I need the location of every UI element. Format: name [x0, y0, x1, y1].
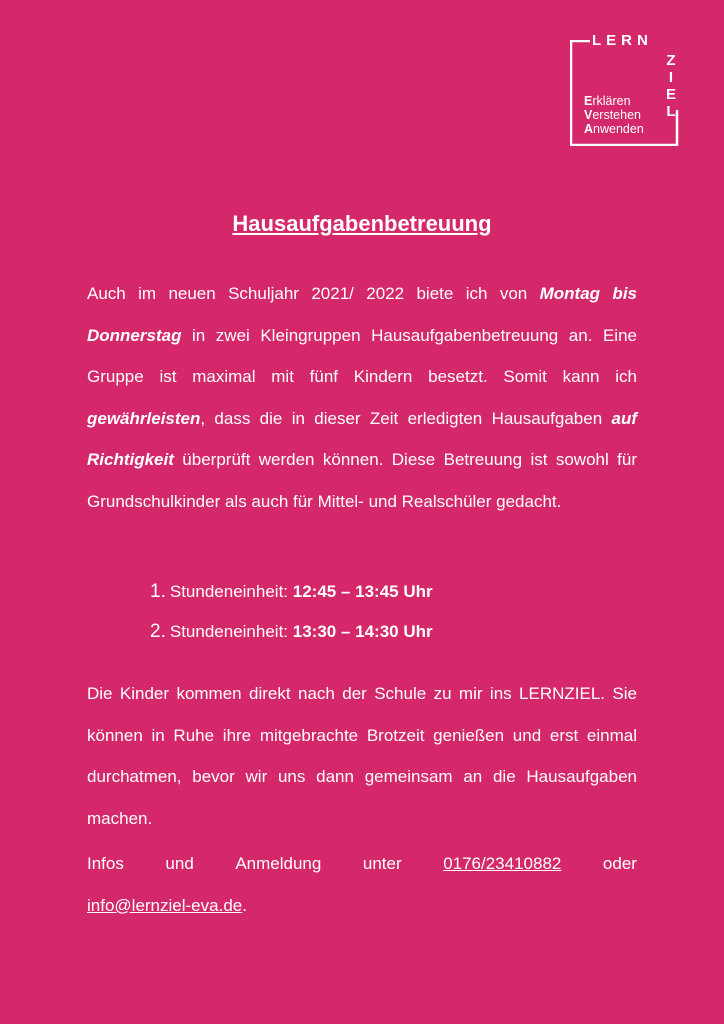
intro-paragraph: Auch im neuen Schuljahr 2021/ 2022 biete ich von Montag bis Donnerstag in zwei Kleingruppen Hausaufgabenbetreuung an. Eine Gruppe ist maximal mit fünf Kindern besetzt. Somit kann ich gewährleisten, dass die in dieser Zeit erledigten Hausaufgaben auf Richtigkeit überprüft werden können. Diese Betreuung ist sowohl für Grundschulkinder als auch für Mittel- und Realschüler gedacht.	[87, 284, 637, 511]
page-title: Hausaufgabenbetreuung	[232, 211, 492, 236]
arrival-paragraph: Die Kinder kommen direkt nach der Schule zu mir ins LERNZIEL. Sie können in Ruhe ihre mitgebrachte Brotzeit genießen und erst einmal durchatmen, bevor wir uns dann gemeinsam an die Hausaufgaben machen.	[87, 684, 637, 828]
schedule-item: 1. Stundeneinheit: 12:45 – 13:45 Uhr	[150, 581, 433, 602]
days-highlight: Montag bis Donnerstag	[87, 284, 637, 345]
email-link[interactable]: info@lernziel-eva.de	[87, 895, 243, 915]
correctness-highlight: auf Richtigkeit	[87, 408, 637, 469]
logo	[570, 32, 680, 146]
schedule-list	[150, 572, 433, 652]
schedule-time: 13:30 – 14:30 Uhr	[292, 622, 433, 641]
guarantee-highlight: gewährleisten	[87, 408, 201, 428]
logo-word-lern: LERN	[592, 32, 653, 49]
logo-word-ziel: Z I E L	[665, 52, 676, 120]
schedule-time: 12:45 – 13:45 Uhr	[292, 582, 433, 601]
schedule-item: 2. Stundeneinheit: 13:30 – 14:30 Uhr	[150, 621, 433, 642]
contact-paragraph: Infos und Anmeldung unter 0176/23410882 oder info@lernziel-eva.de.	[87, 843, 637, 926]
phone-link[interactable]: 0176/23410882	[443, 854, 562, 873]
logo-tagline: Erklären Verstehen Anwenden	[584, 94, 644, 136]
